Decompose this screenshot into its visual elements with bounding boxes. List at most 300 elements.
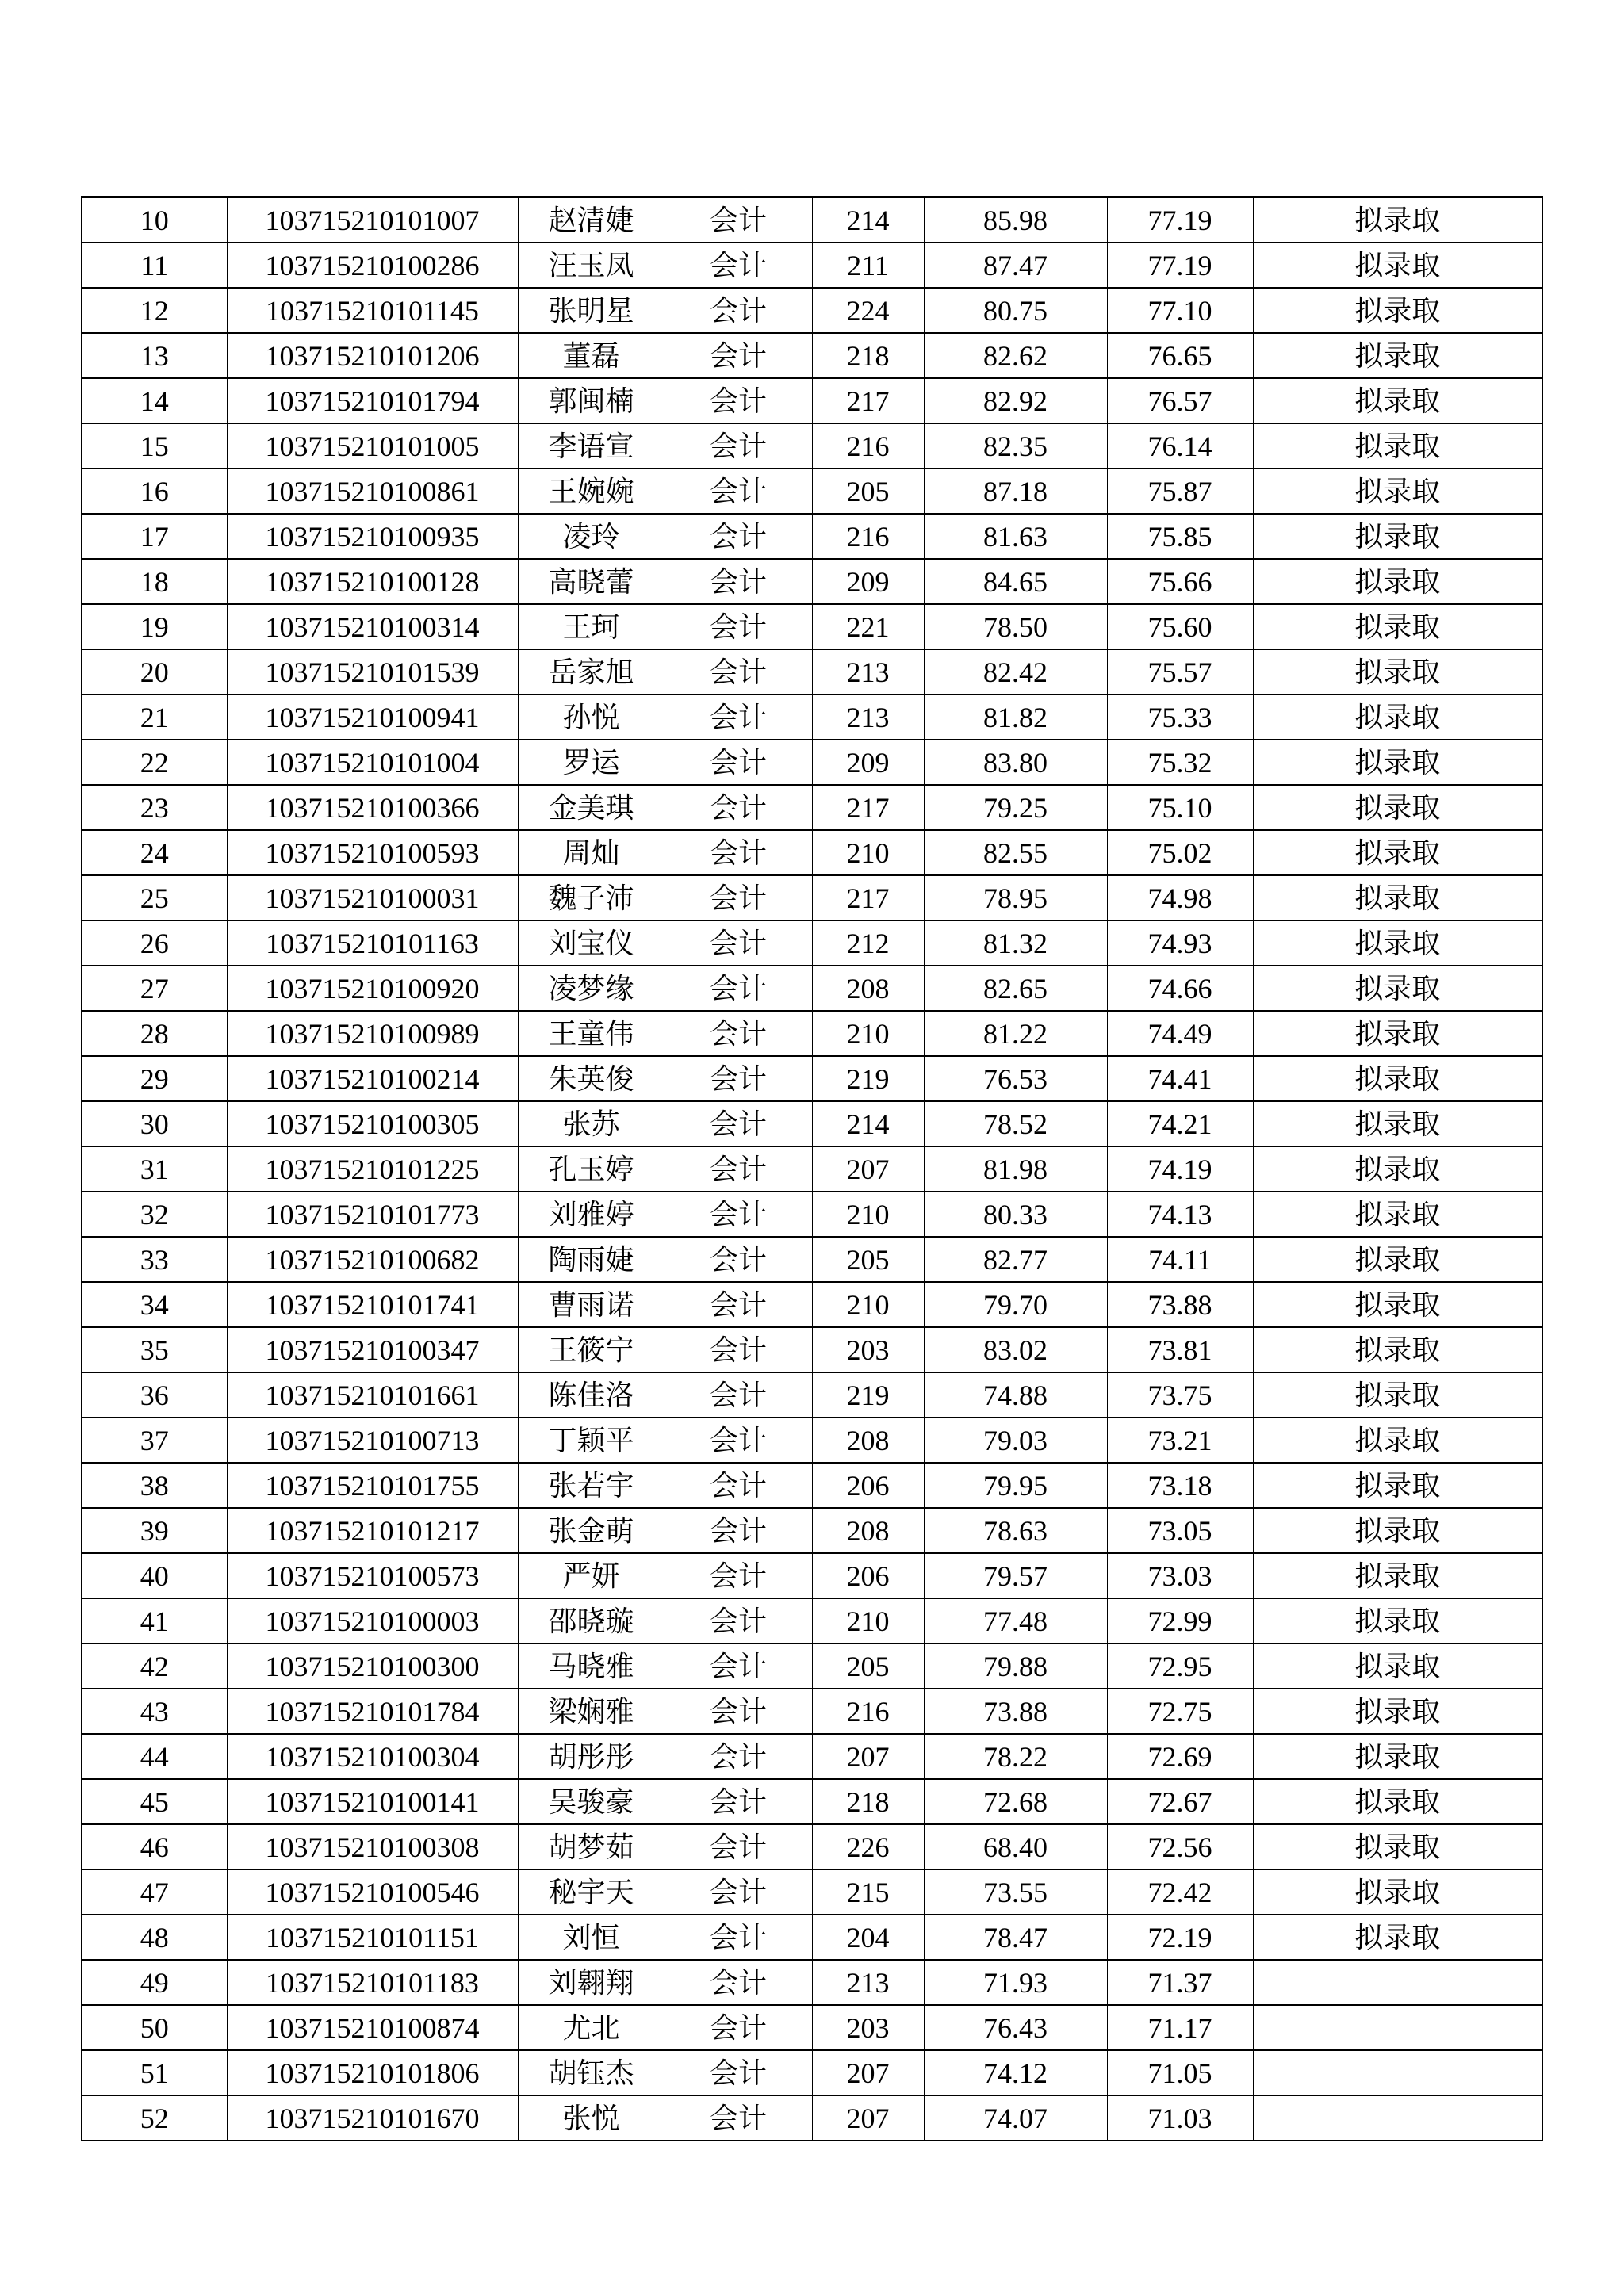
name-cell: 吴骏豪 <box>518 1779 665 1824</box>
name-cell: 胡彤彤 <box>518 1734 665 1779</box>
major-cell: 会计 <box>665 1463 812 1508</box>
major-cell: 会计 <box>665 1553 812 1598</box>
total-score-cell: 72.69 <box>1107 1734 1253 1779</box>
major-cell: 会计 <box>665 785 812 830</box>
status-cell: 拟录取 <box>1253 875 1542 920</box>
initial-score-cell: 213 <box>812 695 924 740</box>
total-score-cell: 77.10 <box>1107 288 1253 333</box>
candidate-id-cell: 103715210100546 <box>227 1869 518 1915</box>
name-cell: 张若宇 <box>518 1463 665 1508</box>
rank-cell: 45 <box>82 1779 227 1824</box>
name-cell: 刘雅婷 <box>518 1192 665 1237</box>
major-cell: 会计 <box>665 1779 812 1824</box>
name-cell: 周灿 <box>518 830 665 875</box>
major-cell: 会计 <box>665 1598 812 1644</box>
major-cell: 会计 <box>665 1734 812 1779</box>
initial-score-cell: 214 <box>812 197 924 243</box>
total-score-cell: 74.41 <box>1107 1056 1253 1101</box>
table-row <box>82 695 1542 740</box>
initial-score-cell: 218 <box>812 333 924 378</box>
total-score-cell: 75.85 <box>1107 514 1253 559</box>
total-score-cell: 74.49 <box>1107 1011 1253 1056</box>
major-cell: 会计 <box>665 1011 812 1056</box>
name-cell: 邵晓璇 <box>518 1598 665 1644</box>
status-cell: 拟录取 <box>1253 1146 1542 1192</box>
initial-score-cell: 208 <box>812 966 924 1011</box>
candidate-id-cell: 103715210100573 <box>227 1553 518 1598</box>
candidate-id-cell: 103715210100031 <box>227 875 518 920</box>
rank-cell: 12 <box>82 288 227 333</box>
rank-cell: 48 <box>82 1915 227 1960</box>
candidate-id-cell: 103715210100305 <box>227 1101 518 1146</box>
retest-score-cell: 79.95 <box>924 1463 1107 1508</box>
table-row <box>82 243 1542 288</box>
status-cell: 拟录取 <box>1253 469 1542 514</box>
table-row <box>82 2095 1542 2141</box>
status-cell: 拟录取 <box>1253 1418 1542 1463</box>
total-score-cell: 75.87 <box>1107 469 1253 514</box>
table-row <box>82 604 1542 649</box>
initial-score-cell: 209 <box>812 740 924 785</box>
retest-score-cell: 85.98 <box>924 197 1107 243</box>
initial-score-cell: 219 <box>812 1056 924 1101</box>
total-score-cell: 77.19 <box>1107 243 1253 288</box>
candidate-id-cell: 103715210101151 <box>227 1915 518 1960</box>
status-cell: 拟录取 <box>1253 1869 1542 1915</box>
total-score-cell: 76.14 <box>1107 423 1253 469</box>
major-cell: 会计 <box>665 695 812 740</box>
status-cell: 拟录取 <box>1253 1553 1542 1598</box>
total-score-cell: 72.19 <box>1107 1915 1253 1960</box>
initial-score-cell: 219 <box>812 1372 924 1418</box>
retest-score-cell: 80.75 <box>924 288 1107 333</box>
table-row <box>82 920 1542 966</box>
initial-score-cell: 212 <box>812 920 924 966</box>
name-cell: 陈佳洛 <box>518 1372 665 1418</box>
status-cell: 拟录取 <box>1253 423 1542 469</box>
status-cell: 拟录取 <box>1253 197 1542 243</box>
initial-score-cell: 215 <box>812 1869 924 1915</box>
total-score-cell: 73.03 <box>1107 1553 1253 1598</box>
major-cell: 会计 <box>665 1824 812 1869</box>
major-cell: 会计 <box>665 875 812 920</box>
name-cell: 凌梦缘 <box>518 966 665 1011</box>
candidate-id-cell: 103715210101741 <box>227 1282 518 1327</box>
table-row <box>82 559 1542 604</box>
name-cell: 张苏 <box>518 1101 665 1146</box>
rank-cell: 28 <box>82 1011 227 1056</box>
retest-score-cell: 83.80 <box>924 740 1107 785</box>
table-row <box>82 288 1542 333</box>
candidate-id-cell: 103715210101670 <box>227 2095 518 2141</box>
initial-score-cell: 211 <box>812 243 924 288</box>
results-table-body <box>82 197 1542 2141</box>
initial-score-cell: 207 <box>812 1146 924 1192</box>
rank-cell: 34 <box>82 1282 227 1327</box>
table-row <box>82 1327 1542 1372</box>
initial-score-cell: 210 <box>812 1282 924 1327</box>
rank-cell: 13 <box>82 333 227 378</box>
rank-cell: 36 <box>82 1372 227 1418</box>
initial-score-cell: 206 <box>812 1553 924 1598</box>
initial-score-cell: 205 <box>812 1644 924 1689</box>
total-score-cell: 74.93 <box>1107 920 1253 966</box>
major-cell: 会计 <box>665 1192 812 1237</box>
major-cell: 会计 <box>665 649 812 695</box>
total-score-cell: 73.81 <box>1107 1327 1253 1372</box>
retest-score-cell: 78.47 <box>924 1915 1107 1960</box>
rank-cell: 46 <box>82 1824 227 1869</box>
candidate-id-cell: 103715210101755 <box>227 1463 518 1508</box>
retest-score-cell: 82.92 <box>924 378 1107 423</box>
table-row <box>82 1463 1542 1508</box>
status-cell: 拟录取 <box>1253 1056 1542 1101</box>
rank-cell: 47 <box>82 1869 227 1915</box>
candidate-id-cell: 103715210100682 <box>227 1237 518 1282</box>
status-cell: 拟录取 <box>1253 1734 1542 1779</box>
table-row <box>82 1779 1542 1824</box>
name-cell: 金美琪 <box>518 785 665 830</box>
candidate-id-cell: 103715210100304 <box>227 1734 518 1779</box>
name-cell: 王筱宁 <box>518 1327 665 1372</box>
candidate-id-cell: 103715210100347 <box>227 1327 518 1372</box>
major-cell: 会计 <box>665 559 812 604</box>
retest-score-cell: 81.32 <box>924 920 1107 966</box>
major-cell: 会计 <box>665 243 812 288</box>
candidate-id-cell: 103715210100713 <box>227 1418 518 1463</box>
retest-score-cell: 74.12 <box>924 2050 1107 2095</box>
retest-score-cell: 71.93 <box>924 1960 1107 2005</box>
retest-score-cell: 87.18 <box>924 469 1107 514</box>
rank-cell: 11 <box>82 243 227 288</box>
rank-cell: 30 <box>82 1101 227 1146</box>
major-cell: 会计 <box>665 514 812 559</box>
total-score-cell: 75.57 <box>1107 649 1253 695</box>
retest-score-cell: 80.33 <box>924 1192 1107 1237</box>
status-cell: 拟录取 <box>1253 1598 1542 1644</box>
candidate-id-cell: 103715210101225 <box>227 1146 518 1192</box>
total-score-cell: 72.95 <box>1107 1644 1253 1689</box>
status-cell: 拟录取 <box>1253 695 1542 740</box>
table-row <box>82 378 1542 423</box>
candidate-id-cell: 103715210101539 <box>227 649 518 695</box>
major-cell: 会计 <box>665 1644 812 1689</box>
initial-score-cell: 224 <box>812 288 924 333</box>
table-row <box>82 830 1542 875</box>
initial-score-cell: 208 <box>812 1418 924 1463</box>
candidate-id-cell: 103715210100941 <box>227 695 518 740</box>
name-cell: 王珂 <box>518 604 665 649</box>
name-cell: 赵清婕 <box>518 197 665 243</box>
candidate-id-cell: 103715210101145 <box>227 288 518 333</box>
table-row <box>82 1282 1542 1327</box>
status-cell: 拟录取 <box>1253 1463 1542 1508</box>
status-cell: 拟录取 <box>1253 1689 1542 1734</box>
rank-cell: 18 <box>82 559 227 604</box>
retest-score-cell: 77.48 <box>924 1598 1107 1644</box>
rank-cell: 17 <box>82 514 227 559</box>
name-cell: 李语宣 <box>518 423 665 469</box>
name-cell: 梁娴雅 <box>518 1689 665 1734</box>
major-cell: 会计 <box>665 830 812 875</box>
table-row <box>82 1192 1542 1237</box>
table-row <box>82 333 1542 378</box>
status-cell <box>1253 2005 1542 2050</box>
name-cell: 尤北 <box>518 2005 665 2050</box>
table-row <box>82 2050 1542 2095</box>
total-score-cell: 73.18 <box>1107 1463 1253 1508</box>
table-row <box>82 1508 1542 1553</box>
major-cell: 会计 <box>665 423 812 469</box>
name-cell: 高晓蕾 <box>518 559 665 604</box>
total-score-cell: 71.37 <box>1107 1960 1253 2005</box>
table-row <box>82 197 1542 243</box>
rank-cell: 15 <box>82 423 227 469</box>
major-cell: 会计 <box>665 1960 812 2005</box>
initial-score-cell: 207 <box>812 1734 924 1779</box>
major-cell: 会计 <box>665 1869 812 1915</box>
retest-score-cell: 81.63 <box>924 514 1107 559</box>
table-row <box>82 514 1542 559</box>
rank-cell: 42 <box>82 1644 227 1689</box>
name-cell: 曹雨诺 <box>518 1282 665 1327</box>
major-cell: 会计 <box>665 378 812 423</box>
major-cell: 会计 <box>665 1101 812 1146</box>
candidate-id-cell: 103715210100308 <box>227 1824 518 1869</box>
table-row <box>82 1101 1542 1146</box>
initial-score-cell: 210 <box>812 830 924 875</box>
total-score-cell: 72.99 <box>1107 1598 1253 1644</box>
major-cell: 会计 <box>665 2050 812 2095</box>
retest-score-cell: 82.55 <box>924 830 1107 875</box>
total-score-cell: 75.32 <box>1107 740 1253 785</box>
initial-score-cell: 210 <box>812 1011 924 1056</box>
status-cell: 拟录取 <box>1253 785 1542 830</box>
candidate-id-cell: 103715210100366 <box>227 785 518 830</box>
retest-score-cell: 82.65 <box>924 966 1107 1011</box>
rank-cell: 31 <box>82 1146 227 1192</box>
name-cell: 岳家旭 <box>518 649 665 695</box>
retest-score-cell: 79.25 <box>924 785 1107 830</box>
rank-cell: 41 <box>82 1598 227 1644</box>
candidate-id-cell: 103715210100286 <box>227 243 518 288</box>
total-score-cell: 72.67 <box>1107 1779 1253 1824</box>
name-cell: 朱英俊 <box>518 1056 665 1101</box>
candidate-id-cell: 103715210101773 <box>227 1192 518 1237</box>
retest-score-cell: 72.68 <box>924 1779 1107 1824</box>
table-row <box>82 1237 1542 1282</box>
retest-score-cell: 76.53 <box>924 1056 1107 1101</box>
total-score-cell: 75.10 <box>1107 785 1253 830</box>
name-cell: 刘翱翔 <box>518 1960 665 2005</box>
rank-cell: 40 <box>82 1553 227 1598</box>
candidate-id-cell: 103715210101206 <box>227 333 518 378</box>
status-cell: 拟录取 <box>1253 333 1542 378</box>
name-cell: 秘宇天 <box>518 1869 665 1915</box>
name-cell: 张明星 <box>518 288 665 333</box>
candidate-id-cell: 103715210100593 <box>227 830 518 875</box>
rank-cell: 38 <box>82 1463 227 1508</box>
table-row <box>82 740 1542 785</box>
candidate-id-cell: 103715210100314 <box>227 604 518 649</box>
status-cell: 拟录取 <box>1253 830 1542 875</box>
candidate-id-cell: 103715210101217 <box>227 1508 518 1553</box>
retest-score-cell: 81.98 <box>924 1146 1107 1192</box>
status-cell: 拟录取 <box>1253 1508 1542 1553</box>
initial-score-cell: 207 <box>812 2050 924 2095</box>
major-cell: 会计 <box>665 1689 812 1734</box>
name-cell: 胡梦茹 <box>518 1824 665 1869</box>
table-row <box>82 1824 1542 1869</box>
major-cell: 会计 <box>665 333 812 378</box>
table-row <box>82 1869 1542 1915</box>
initial-score-cell: 221 <box>812 604 924 649</box>
total-score-cell: 74.21 <box>1107 1101 1253 1146</box>
initial-score-cell: 206 <box>812 1463 924 1508</box>
candidate-id-cell: 103715210100128 <box>227 559 518 604</box>
total-score-cell: 73.05 <box>1107 1508 1253 1553</box>
retest-score-cell: 74.88 <box>924 1372 1107 1418</box>
retest-score-cell: 79.88 <box>924 1644 1107 1689</box>
name-cell: 王童伟 <box>518 1011 665 1056</box>
status-cell: 拟录取 <box>1253 1101 1542 1146</box>
status-cell: 拟录取 <box>1253 243 1542 288</box>
candidate-id-cell: 103715210101163 <box>227 920 518 966</box>
table-row <box>82 423 1542 469</box>
rank-cell: 27 <box>82 966 227 1011</box>
status-cell: 拟录取 <box>1253 559 1542 604</box>
name-cell: 马晓雅 <box>518 1644 665 1689</box>
status-cell: 拟录取 <box>1253 1327 1542 1372</box>
initial-score-cell: 217 <box>812 785 924 830</box>
major-cell: 会计 <box>665 1282 812 1327</box>
initial-score-cell: 205 <box>812 469 924 514</box>
initial-score-cell: 210 <box>812 1192 924 1237</box>
status-cell: 拟录取 <box>1253 1372 1542 1418</box>
status-cell <box>1253 2050 1542 2095</box>
retest-score-cell: 78.95 <box>924 875 1107 920</box>
retest-score-cell: 78.63 <box>924 1508 1107 1553</box>
total-score-cell: 77.19 <box>1107 197 1253 243</box>
table-row <box>82 1644 1542 1689</box>
table-row <box>82 2005 1542 2050</box>
initial-score-cell: 217 <box>812 378 924 423</box>
total-score-cell: 75.33 <box>1107 695 1253 740</box>
table-row <box>82 1056 1542 1101</box>
status-cell <box>1253 1960 1542 2005</box>
retest-score-cell: 87.47 <box>924 243 1107 288</box>
candidate-id-cell: 103715210100920 <box>227 966 518 1011</box>
rank-cell: 37 <box>82 1418 227 1463</box>
major-cell: 会计 <box>665 469 812 514</box>
status-cell: 拟录取 <box>1253 514 1542 559</box>
table-row <box>82 966 1542 1011</box>
initial-score-cell: 207 <box>812 2095 924 2141</box>
name-cell: 张悦 <box>518 2095 665 2141</box>
name-cell: 陶雨婕 <box>518 1237 665 1282</box>
rank-cell: 23 <box>82 785 227 830</box>
major-cell: 会计 <box>665 604 812 649</box>
rank-cell: 52 <box>82 2095 227 2141</box>
rank-cell: 20 <box>82 649 227 695</box>
candidate-id-cell: 103715210100874 <box>227 2005 518 2050</box>
retest-score-cell: 76.43 <box>924 2005 1107 2050</box>
status-cell: 拟录取 <box>1253 1779 1542 1824</box>
rank-cell: 25 <box>82 875 227 920</box>
major-cell: 会计 <box>665 1056 812 1101</box>
initial-score-cell: 217 <box>812 875 924 920</box>
major-cell: 会计 <box>665 966 812 1011</box>
status-cell: 拟录取 <box>1253 1192 1542 1237</box>
initial-score-cell: 216 <box>812 514 924 559</box>
retest-score-cell: 73.88 <box>924 1689 1107 1734</box>
candidate-id-cell: 103715210100141 <box>227 1779 518 1824</box>
initial-score-cell: 218 <box>812 1779 924 1824</box>
status-cell: 拟录取 <box>1253 740 1542 785</box>
rank-cell: 44 <box>82 1734 227 1779</box>
table-row <box>82 1915 1542 1960</box>
name-cell: 董磊 <box>518 333 665 378</box>
initial-score-cell: 205 <box>812 1237 924 1282</box>
table-row <box>82 1689 1542 1734</box>
candidate-id-cell: 103715210101661 <box>227 1372 518 1418</box>
initial-score-cell: 226 <box>812 1824 924 1869</box>
status-cell: 拟录取 <box>1253 1282 1542 1327</box>
status-cell: 拟录取 <box>1253 920 1542 966</box>
status-cell: 拟录取 <box>1253 1915 1542 1960</box>
initial-score-cell: 203 <box>812 1327 924 1372</box>
total-score-cell: 73.75 <box>1107 1372 1253 1418</box>
initial-score-cell: 204 <box>812 1915 924 1960</box>
status-cell: 拟录取 <box>1253 1011 1542 1056</box>
total-score-cell: 71.03 <box>1107 2095 1253 2141</box>
table-row <box>82 785 1542 830</box>
major-cell: 会计 <box>665 1237 812 1282</box>
major-cell: 会计 <box>665 2095 812 2141</box>
candidate-id-cell: 103715210101794 <box>227 378 518 423</box>
total-score-cell: 72.75 <box>1107 1689 1253 1734</box>
name-cell: 孙悦 <box>518 695 665 740</box>
table-row <box>82 875 1542 920</box>
rank-cell: 21 <box>82 695 227 740</box>
total-score-cell: 71.17 <box>1107 2005 1253 2050</box>
table-row <box>82 1146 1542 1192</box>
major-cell: 会计 <box>665 1146 812 1192</box>
total-score-cell: 76.65 <box>1107 333 1253 378</box>
retest-score-cell: 79.03 <box>924 1418 1107 1463</box>
initial-score-cell: 213 <box>812 1960 924 2005</box>
name-cell: 凌玲 <box>518 514 665 559</box>
candidate-id-cell: 103715210100003 <box>227 1598 518 1644</box>
table-row <box>82 1011 1542 1056</box>
name-cell: 郭闽楠 <box>518 378 665 423</box>
rank-cell: 51 <box>82 2050 227 2095</box>
initial-score-cell: 216 <box>812 423 924 469</box>
retest-score-cell: 82.42 <box>924 649 1107 695</box>
major-cell: 会计 <box>665 1418 812 1463</box>
candidate-id-cell: 103715210101183 <box>227 1960 518 2005</box>
status-cell: 拟录取 <box>1253 966 1542 1011</box>
retest-score-cell: 79.57 <box>924 1553 1107 1598</box>
table-row <box>82 469 1542 514</box>
total-score-cell: 75.66 <box>1107 559 1253 604</box>
name-cell: 王婉婉 <box>518 469 665 514</box>
total-score-cell: 74.66 <box>1107 966 1253 1011</box>
total-score-cell: 72.56 <box>1107 1824 1253 1869</box>
results-table <box>81 196 1543 2141</box>
retest-score-cell: 82.77 <box>924 1237 1107 1282</box>
initial-score-cell: 216 <box>812 1689 924 1734</box>
